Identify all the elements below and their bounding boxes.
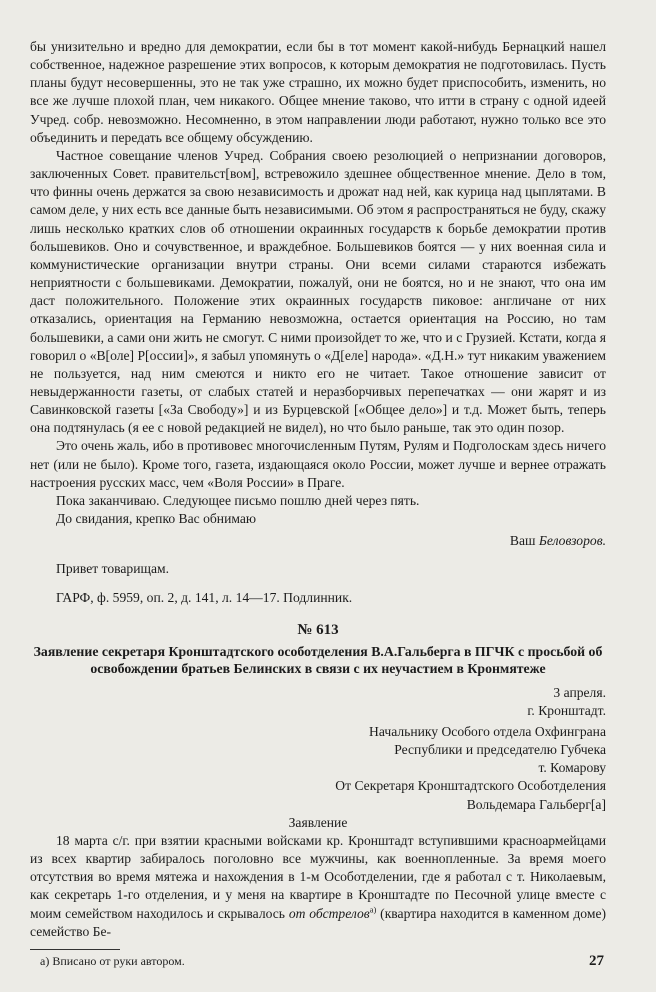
addressee-line: Республики и председателю Губчека — [394, 742, 606, 758]
signature-name: Беловзоров. — [538, 533, 606, 549]
document-date: 3 апреля. — [553, 684, 606, 700]
addressee-line: Вольдемара Гальберг[а] — [466, 796, 606, 812]
letter-paragraph-2: Частное совещание членов Учред. Собрания своею резолюцией о непризнании договоров, заключенных Совет. правительст[вом], встревожило здешнее общественное мнение. Дело в том, что финны очень держатся за свою независимость и дрожат над ней, как курица над цыплятами. В самом деле, у них есть все данные быть независимыми. Об этом я распространяться не буду, скажу лишь несколько кратких слов об отношении окраинных государств к борьбе демократии против большевиков. Оно и сочувственное, и враждебное. Большевиков боятся — у них военная сила и коммунистические организации внутри страны. Они всеми силами стараются избежать неприятности с большевиками. Демократии, пожалуй, они не боятся, но и не знают, что она им даст положительного. Положение этих окраинных государств пиковое: англичане от них отказались, ориентация на Германию невозможна, остается ориентация на Россию, но там большевики, а сами они жить не смогут. С ними произойдет то же, что и с Грузией. Кстати, когда я говорил о «В[оле] Р[оссии]», я забыл упомянуть о «Д[еле] народа». «Д.Н.» тут никаким уважением не пользуется, над ним смеются и никто его не читает. Такое отношение зависит от невыдержанности газеты, от слабых статей и неразборчивых перепечатках — они жарят и из Савинковской газеты [«За Свободу»] и из Бурцевской [«Общее дело»] и т.д. Может быть, теперь она подтянулась (я ее с новой редакцией не видел), но что было раньше, так это один позор. — [30, 147, 606, 436]
archive-source: ГАРФ, ф. 5959, оп. 2, д. 141, л. 14—17. Подлинник. — [56, 589, 353, 605]
statement-body — [30, 832, 606, 941]
document-number: № 613 — [297, 621, 339, 638]
letter-paragraph-1: бы унизительно и вредно для демократии, если бы в тот момент какой-нибудь Бернацкий нашел собственное, надежное разрешение этих вопросов, к которым демократия не подготовилась. Пусть планы будут несовершенны, это не так уже страшно, их можно будет приспособить, изменить, но все же лучше плохой план, чем никакого. Общее мнение таково, что итти в страну с одной идеей Учред. собр. невозможно. Несомненно, в этом направлении люди работают, нужно только все это объединить и передать все общему обсуждению. — [30, 39, 606, 145]
statement-body-start: 18 марта с/г. при взятии красными войсками кр. Кронштадт вступившими красноармейцами из всех квартир забиралось поголовно все мужчины, как военнопленные. За время моего отсутствия во время мятежа и нахождения в 1-м Особотделении, где я работал с т. Николаевым, как секретарь 1-го отделения, и у меня на квартире в Кронштадте по Песочной улице вместе с моим семейством находилось и скрывалось — [30, 832, 606, 921]
footnote-text: Вписано от руки автором. — [52, 953, 185, 968]
footnote-divider — [30, 949, 120, 950]
addressee-line: т. Комарову — [538, 760, 606, 776]
letter-continuation — [30, 38, 606, 607]
document-place: г. Кронштадт. — [527, 702, 606, 718]
addressee-block — [30, 723, 606, 814]
letter-paragraph-4: Пока заканчиваю. Следующее письмо пошлю дней через пять. — [56, 492, 420, 508]
statement-heading: Заявление — [288, 814, 348, 830]
footnote-mark: а) — [40, 953, 50, 968]
letter-paragraph-3: Это очень жаль, ибо в противовес многочисленным Путям, Рулям и Подголоскам здесь ничего нет (или не было). Кроме того, газета, издающаяся около России, может лучше и вернее отражать настроения русских масс, чем «Воля России» в Праге. — [30, 438, 606, 490]
letter-salute: Привет товарищам. — [56, 561, 170, 577]
page-number: 27 — [589, 953, 604, 969]
addressee-line: Начальнику Особого отдела Охфинграна — [369, 724, 606, 739]
letter-signature — [30, 532, 606, 550]
statement-body-italic: от обстрелов — [288, 905, 370, 921]
letter-paragraph-5: До свидания, крепко Вас обнимаю — [56, 511, 257, 527]
addressee-line: От Секретаря Кронштадтского Особотделения — [335, 778, 606, 794]
footnote — [30, 953, 606, 969]
footnote-reference: а) — [369, 904, 377, 915]
document-title: Заявление секретаря Кронштадтского особотделения В.А.Гальберга в ПГЧК с просьбой об освобождении братьев Белинских в связи с их неучастием в Кронмятеже — [33, 643, 603, 677]
statement-body-end: (квартира находится в каменном доме) семейство Бе- — [30, 905, 607, 939]
signature-prefix: Ваш — [509, 533, 536, 549]
